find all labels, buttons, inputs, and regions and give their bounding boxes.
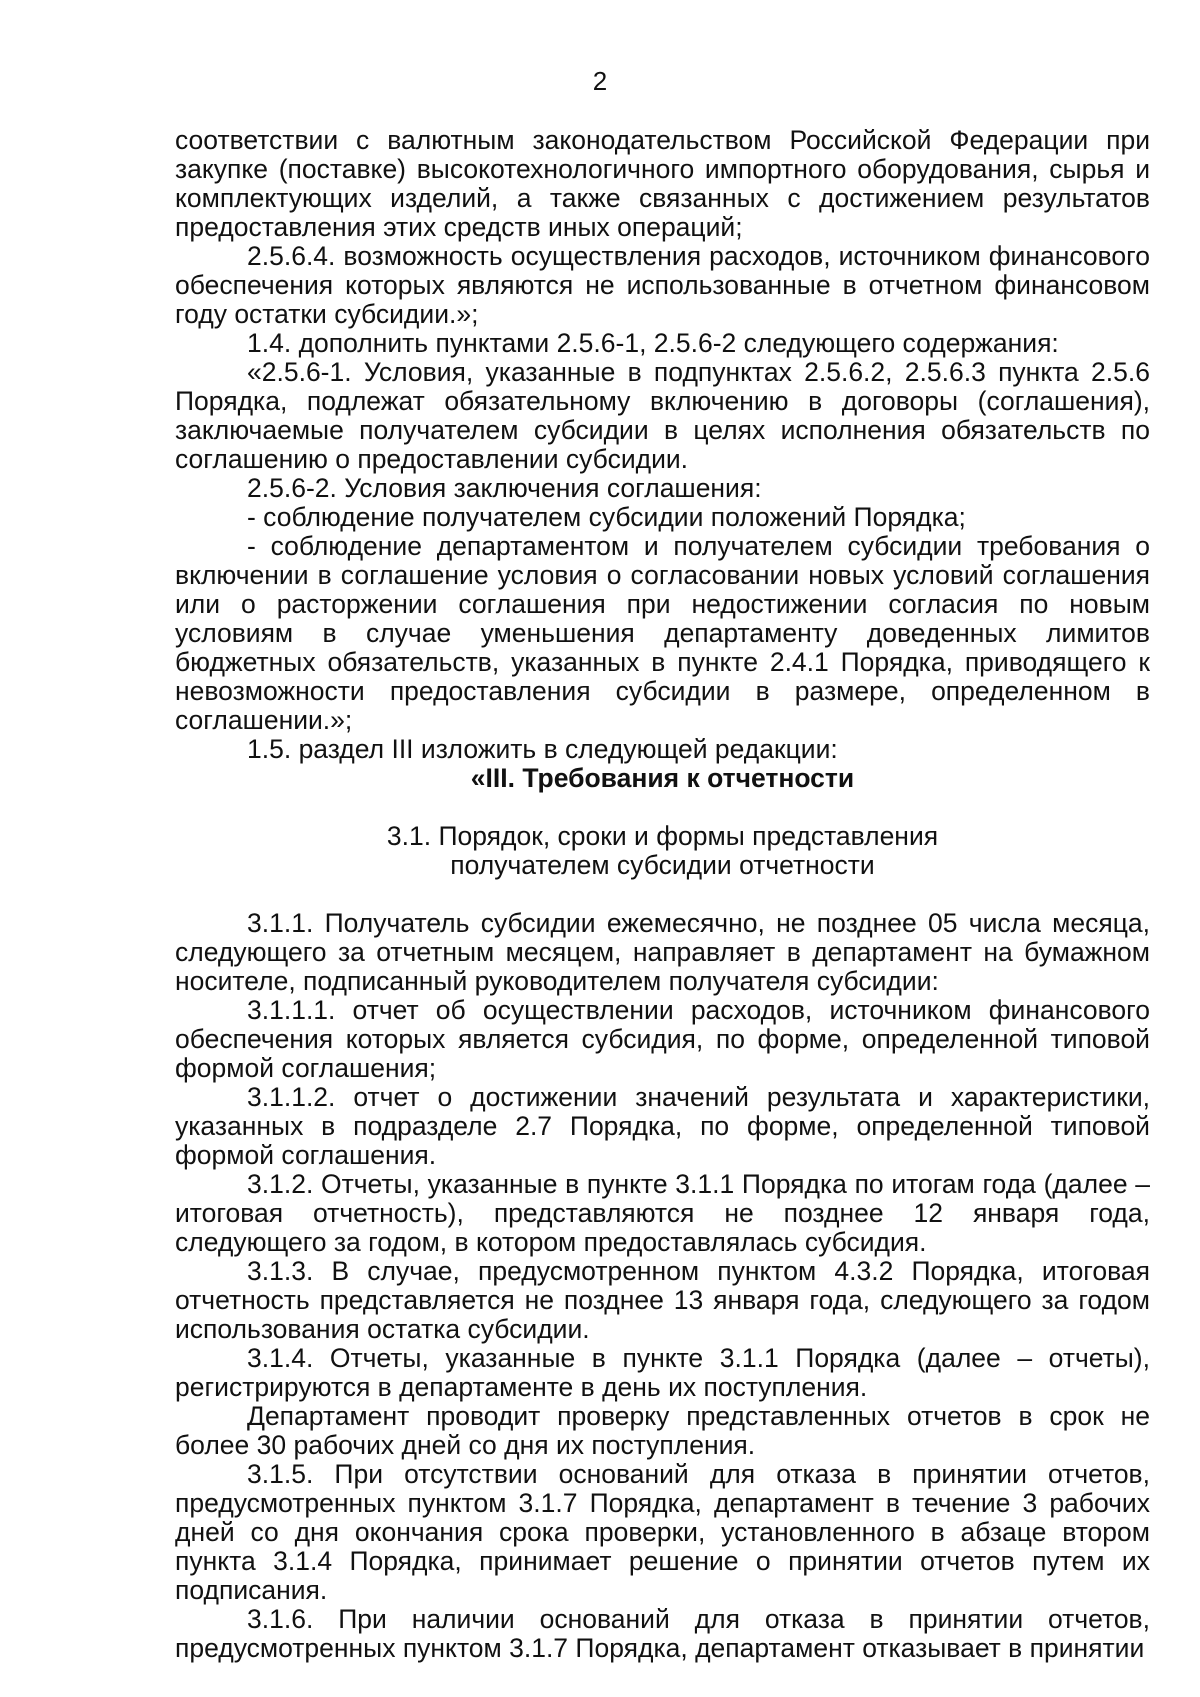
subsection-heading: 3.1. Порядок, сроки и формы представления получателем субсидии отчетности <box>386 821 939 880</box>
paragraph-3-1-6: 3.1.6. При наличии оснований для отказа в принятии отчетов, предусмотренных пунктом 3.1.7 Порядка, департамент отказывает в принятии <box>175 1604 1150 1663</box>
paragraph-3-1-3: 3.1.3. В случае, предусмотренном пунктом 4.3.2 Порядка, итоговая отчетность представляется не позднее 13 января года, следующего за годом использования остатка субсидии. <box>175 1256 1150 1344</box>
paragraph-1-4: 1.4. дополнить пунктами 2.5.6-1, 2.5.6-2 следующего содержания: <box>247 328 1059 358</box>
paragraph-2-5-6-1: «2.5.6-1. Условия, указанные в подпунктах 2.5.6.2, 2.5.6.3 пункта 2.5.6 Порядка, подлежат обязательному включению в договоры (соглашения), заключаемые получателем субсидии в целях исполнения обязательств по соглашению о предоставлении субсидии. <box>175 357 1150 474</box>
paragraph-3-1-1-2: 3.1.1.2. отчет о достижении значений результата и характеристики, указанных в подразделе 2.7 Порядка, по форме, определенной типовой формой соглашения. <box>175 1082 1150 1170</box>
paragraph-2-5-6-4: 2.5.6.4. возможность осуществления расходов, источником финансового обеспечения которых являются не использованные в отчетном финансовом году остатки субсидии.»; <box>175 241 1150 329</box>
list-item-condition-1: - соблюдение получателем субсидии положений Порядка; <box>247 502 966 532</box>
section-heading: «III. Требования к отчетности <box>470 763 855 793</box>
paragraph-3-1-4: 3.1.4. Отчеты, указанные в пункте 3.1.1 Порядка (далее – отчеты), регистрируются в департаменте в день их поступления. <box>175 1343 1150 1402</box>
paragraph-continuation: соответствии с валютным законодательством Российской Федерации при закупке (поставке) высокотехнологичного импортного оборудования, сырья и комплектующих изделий, а также связанных с достижением результатов предоставления этих средств иных операций; <box>175 125 1150 242</box>
page-number: 2 <box>592 66 608 96</box>
paragraph-1-5: 1.5. раздел III изложить в следующей редакции: <box>247 734 838 764</box>
document-body <box>175 126 1150 1663</box>
paragraph-3-1-5: 3.1.5. При отсутствии оснований для отказа в принятии отчетов, предусмотренных пунктом 3.1.7 Порядка, департамент в течение 3 рабочих дней со дня окончания срока проверки, установленного в абзаце втором пункта 3.1.4 Порядка, принимает решение о принятии отчетов путем их подписания. <box>175 1459 1150 1605</box>
list-item-condition-2: - соблюдение департаментом и получателем субсидии требования о включении в соглашение условия о согласовании новых условий соглашения или о расторжении соглашения при недостижении согласия по новым условиям в случае уменьшения департаменту доведенных лимитов бюджетных обязательств, указанных в пункте 2.4.1 Порядка, приводящего к невозможности предоставления субсидии в размере, определенном в соглашении.»; <box>175 531 1150 735</box>
paragraph-3-1-4-second: Департамент проводит проверку представленных отчетов в срок не более 30 рабочих дней со дня их поступления. <box>175 1401 1150 1460</box>
paragraph-3-1-2: 3.1.2. Отчеты, указанные в пункте 3.1.1 Порядка по итогам года (далее – итоговая отчетность), представляются не позднее 12 января года, следующего за годом, в котором предоставлялась субсидия. <box>175 1169 1150 1257</box>
paragraph-3-1-1-1: 3.1.1.1. отчет об осуществлении расходов, источником финансового обеспечения которых является субсидия, по форме, определенной типовой формой соглашения; <box>175 995 1150 1083</box>
paragraph-3-1-1: 3.1.1. Получатель субсидии ежемесячно, не позднее 05 числа месяца, следующего за отчетным месяцем, направляет в департамент на бумажном носителе, подписанный руководителем получателя субсидии: <box>175 908 1150 996</box>
paragraph-2-5-6-2: 2.5.6-2. Условия заключения соглашения: <box>247 473 762 503</box>
